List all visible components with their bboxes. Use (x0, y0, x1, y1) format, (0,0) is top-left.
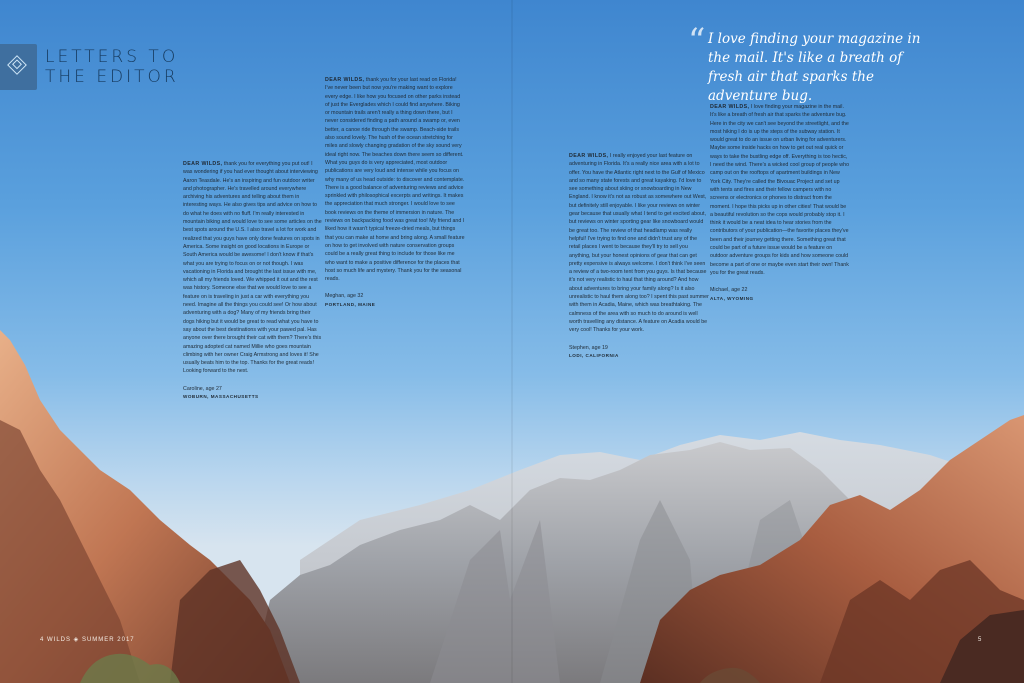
center-gutter (511, 0, 513, 683)
letter-location: LODI, CALIFORNIA (569, 352, 619, 358)
title-accent-bar (0, 44, 37, 90)
letter-salutation: DEAR WILDS, (325, 77, 365, 83)
letter-location: WOBURN, MASSACHUSETTS (183, 394, 259, 400)
letter-salutation: DEAR WILDS, (710, 104, 750, 110)
letter-body (325, 76, 465, 283)
letter-michael (710, 103, 850, 303)
pull-quote: I love finding your magazine in the mail. It's like a breath of fresh air that sparks the adventure bug. (708, 31, 921, 104)
diamond-inner-icon (12, 59, 22, 69)
letter-salutation: DEAR WILDS, (569, 153, 609, 159)
letter-salutation: DEAR WILDS, (183, 161, 223, 167)
letter-text: I love finding your magazine in the mail. It's like a breath of fresh air that sparks the adventure bug. Here in the city we can't see beyond the streetlight, and the most hiking I do is up the steps of the subway station. It would great to do an issue on urban living for adventurers. Maybe some inside hacks on how to get out real quick or ways to take the bustling edge off. Everything is too hectic, I need the wind. There's a wicked cool group of people who camp out on the rooftops of apartment buildings in New York City. They're called the Bivouac Project and set up with tents and fires and their fellow campers with no screens or electronics or phones to distract from the moment. I hope this picks up in other cities! That would be a beautiful revolution so the cops would probably stop it. I think it would be a neat idea to hear stories from the contributors of your publication—the favorite places they've been and their journey getting there. Something great that could be part of a future issue would be a feature on outdoor adventure groups for kids and how someone could become a part of one or maybe even start their own! Thank you for the great reads. (710, 104, 850, 276)
letter-signature: Michael, age 22 (710, 287, 748, 294)
quote-mark-icon: “ (688, 21, 706, 61)
letter-text: I really enjoyed your last feature on adventuring in Florida. It's a really nice area with a lot to offer. You have the Atlantic right next to the Gulf of Mexico and so many state forests and great kayaking. I'd love to see something about skiing or snowboarding in New England. I know it's not as robust as somewhere out West, but definitely still enjoyable. I like your reviews on winter gear because that usually what I tend to get excited about, but reviews on winter sporting gear like snowboard would be great too. The review of that headlamp was really helpful! I've trying to find one and didn't trust any of the retail places I went to because they'll try to sell you anything, but your honest opinions of gear that can get pretty expensive is always welcome. I don't think I've seen a review of a two-room tent from you guys. Is that because it's not very realistic to haul that thing around? And how about adventures to bring your family along? Is it also unrealistic to haul them along too? I spent this past summer with them in Acadia, Maine, which was breathtaking. The calmness of the area with so much to do around is well worth travelling any distance. A feature on Acadia would be very cool! Thanks for your work. (569, 153, 709, 334)
letter-caroline (183, 160, 323, 401)
section-title-line-2: THE EDITOR (45, 67, 179, 87)
letter-text: thank you for your last read on Florida! I've never been but now you're making want to explore every edge. I like how you focused on other parks instead of just the Everglades which I could find anywhere. Biking or mountain trails aren't really a thing down there, but I never considered finding a path around a swamp or, even better, a canoe ride through the swamp. Beach-side trails also sound lovely. The hush of the ocean stretching for miles and slowly changing gradation of the sky sound very ideal right now. The beaches down there seem so different. What you guys do is very appreciated, most outdoor publications are very loud and intense while you focus on why many of us head outside: to discover and contemplate. There is a good balance of adventuring reviews and advice sprinkled with philosophical excerpts and writings. It makes the appreciation that much stronger. I would love to see book reviews on the theme of immersion in nature. The reviews on backpacking food was great too! My friend and I liked how it wasn't typical freeze-dried meals, but things that you can make at home and bring along. A small feature on how to get involved with nature conservation groups could be a really great thing to include for those like me who want to make a positive difference for the places that host so much life and mystery. Thank you for the seasonal reads. (325, 77, 465, 283)
letter-signature: Caroline, age 27 (183, 385, 222, 392)
letter-location: PORTLAND, MAINE (325, 301, 376, 307)
left-page-folio: 4 WILDS ◈ SUMMER 2017 (40, 637, 135, 643)
letter-location: ALTA, WYOMING (710, 295, 754, 301)
letter-body (183, 160, 323, 376)
section-title-line-1: LETTERS TO (45, 47, 179, 67)
letter-text: thank you for everything you put out! I was wondering if you had ever thought about interviewing Aaron Teasdale. He's an inspiring and fun outdoor writer and photographer. He's travelled around everywhere archiving his adventures and telling about them in interesting ways. He also gives tips and advice on how to do what he does with no fluff. I'm really interested in mountain biking and would love to see some articles on the best spots around the U.S. I also travel a lot for work and realized that you guys have only done features on spots in America. Some insight on good locations in Europe or South America would be awesome! I don't know if that's what you are trying to focus on or not though. I was vacationing in Florida and brought the last issue with me, which all my friends loved. We whipped it out and the rest was history. Someone else that we would love to see a feature on is traveling in just a car with everything you need. Imagine all the things you could see! Or how about adventuring with a dog? Many of my friends bring their dogs hiking but it would be great to read what you have to say about the best destinations with your pawed pal. Has anyone over there brought their cat with them? There's this amazing adopted cat named Millie who goes mountain climbing with her owner Craig Armstrong and loves it! She usually beats him to the top. Thanks for the great reads! Looking forward to the next. (183, 161, 322, 375)
letter-signature: Meghan, age 32 (325, 293, 364, 300)
letter-signature: Stephen, age 19 (569, 344, 608, 351)
letter-stephen (569, 152, 709, 360)
letter-meghan (325, 76, 465, 309)
right-page-number: 5 (978, 637, 983, 643)
letter-body (710, 103, 850, 277)
diamond-icon (7, 55, 27, 75)
letter-body (569, 152, 709, 335)
